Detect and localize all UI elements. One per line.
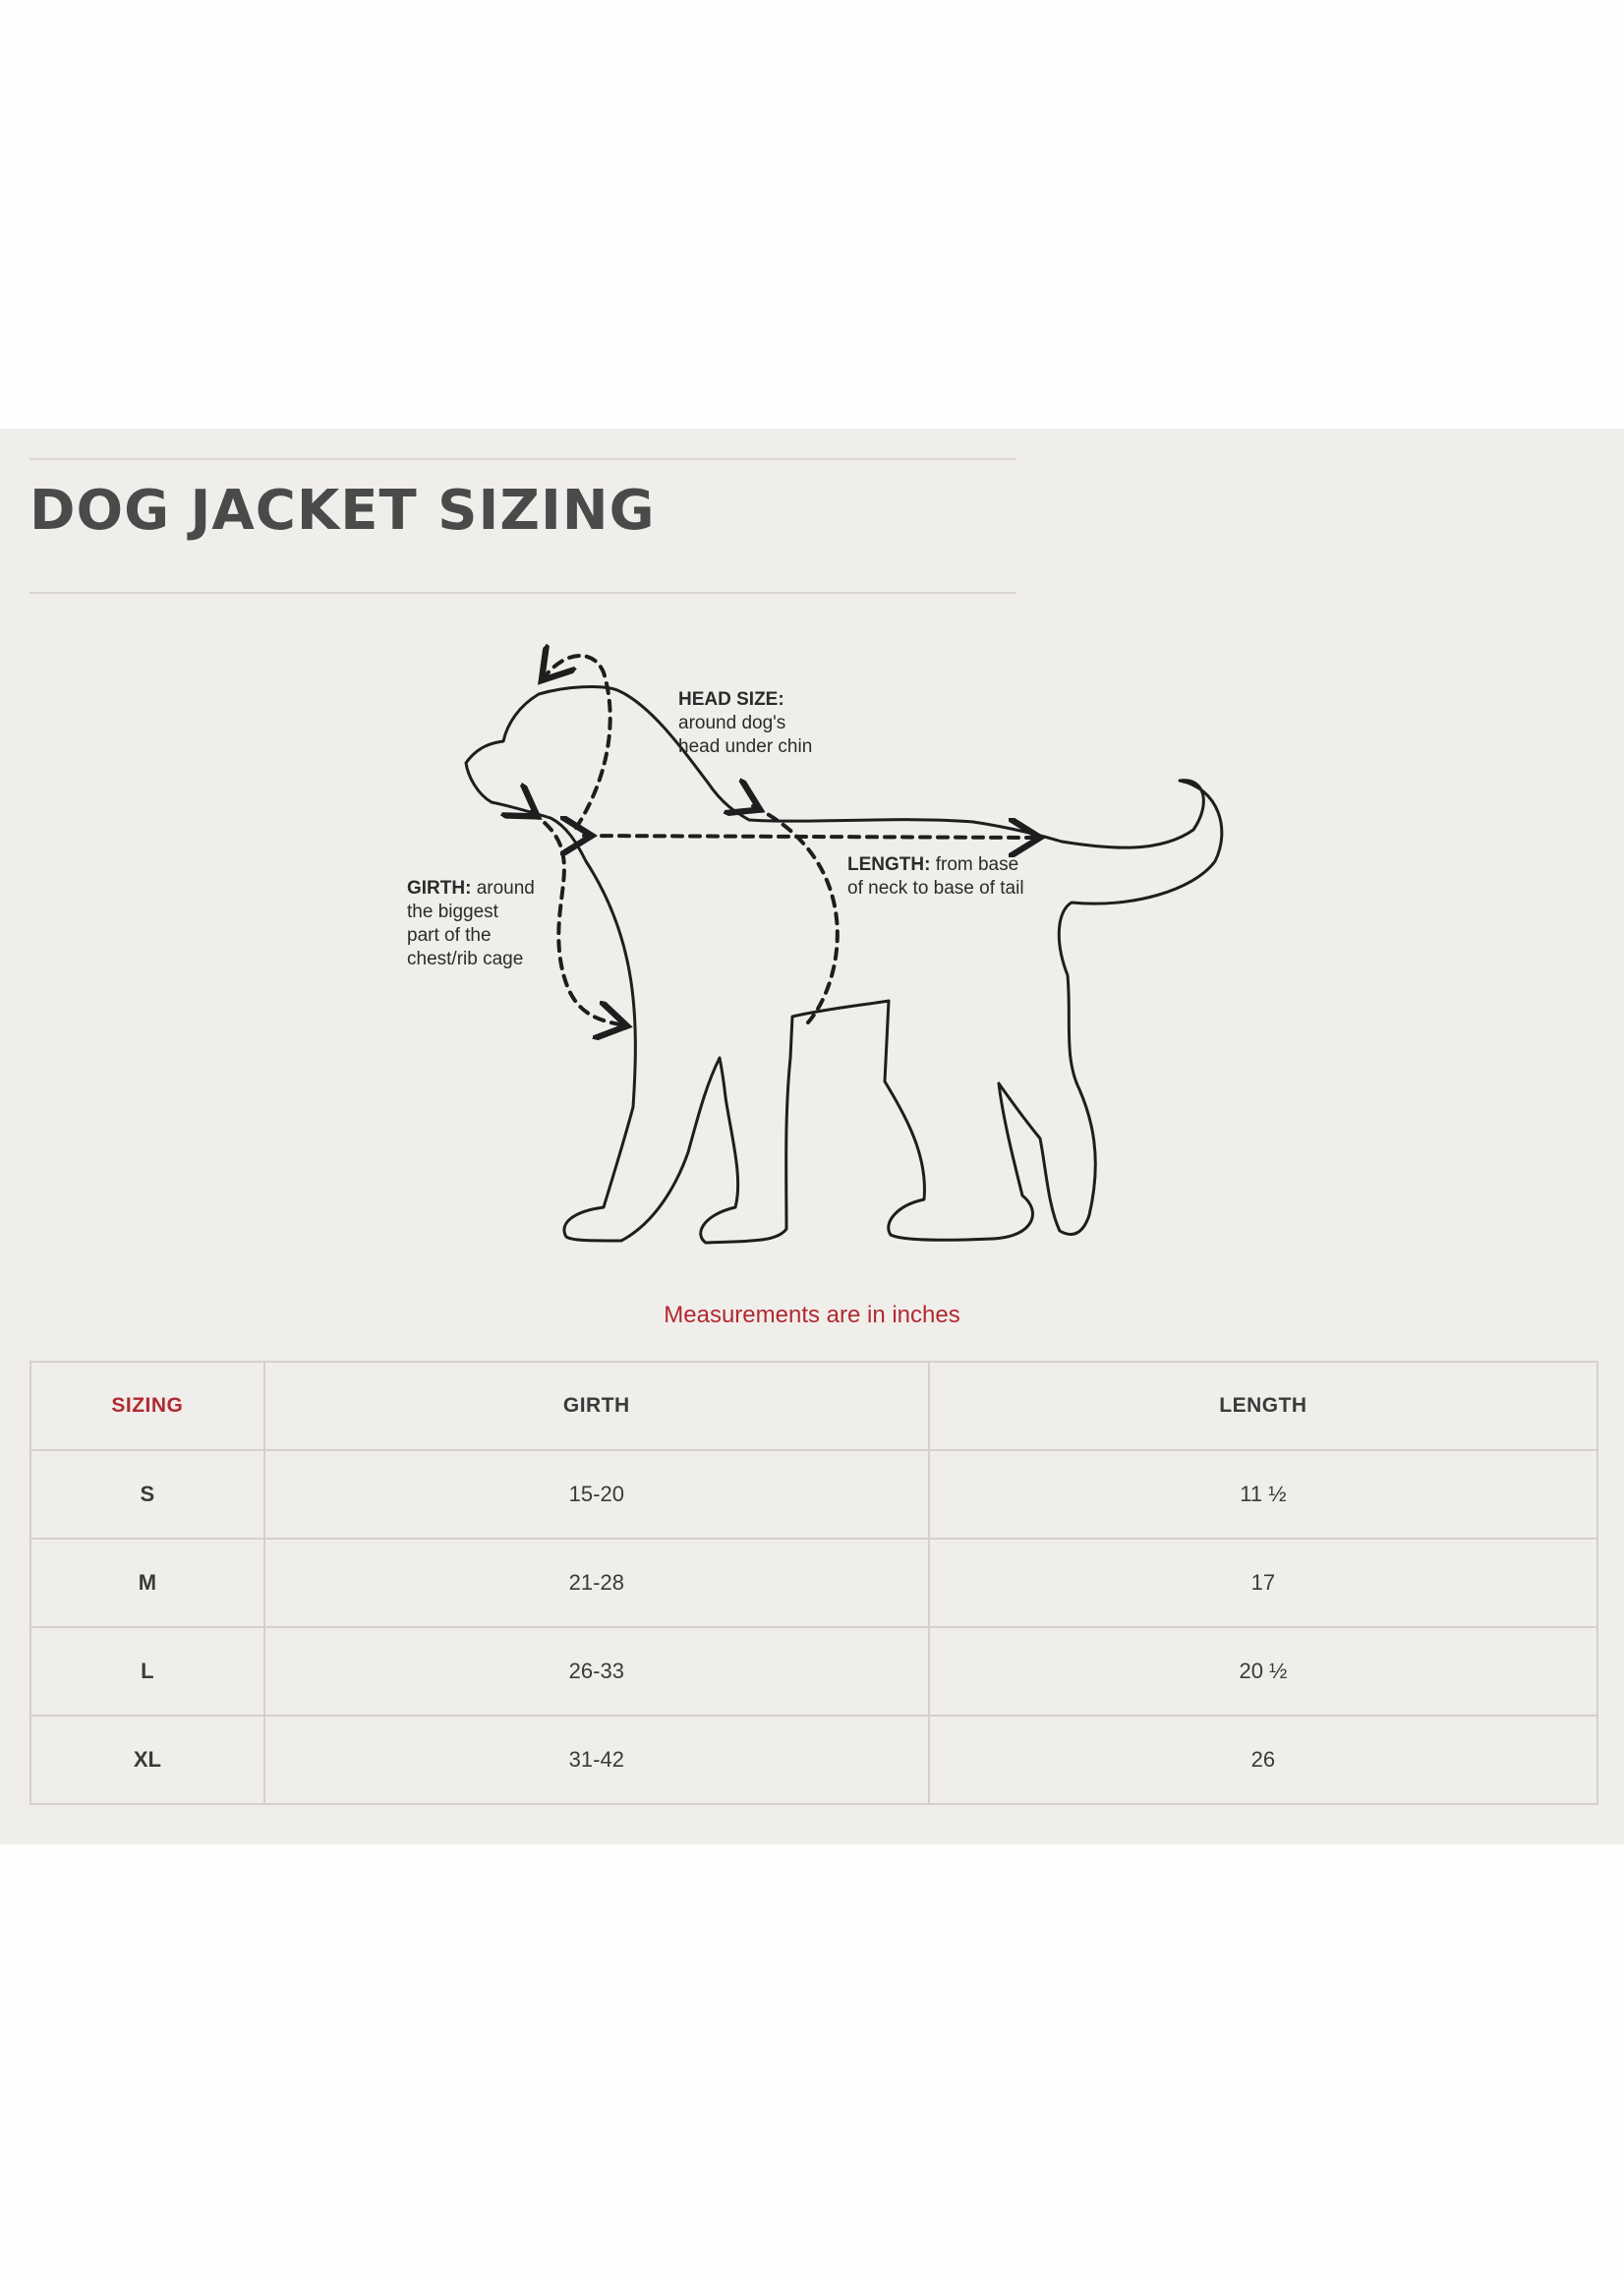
table-row <box>30 1450 1597 1539</box>
girth-cell: 26-33 <box>264 1627 929 1716</box>
size-cell: XL <box>30 1716 264 1804</box>
head-size-line1: around dog's <box>678 713 786 733</box>
sizing-header: SIZING <box>30 1362 264 1450</box>
girth-cell: 21-28 <box>264 1539 929 1627</box>
girth-arrow-back <box>753 806 838 1022</box>
girth-label: GIRTH: <box>407 878 472 899</box>
length-cell: 17 <box>929 1539 1597 1627</box>
girth-header: GIRTH <box>264 1362 929 1450</box>
length-cell: 20 ½ <box>929 1627 1597 1716</box>
head-size-line2: head under chin <box>678 736 813 757</box>
head-size-callout <box>678 688 812 759</box>
length-cell: 26 <box>929 1716 1597 1804</box>
length-callout <box>847 853 1024 901</box>
dog-diagram <box>0 429 1624 1313</box>
length-header: LENGTH <box>929 1362 1597 1450</box>
size-cell: L <box>30 1627 264 1716</box>
head-size-label: HEAD SIZE: <box>678 689 784 710</box>
length-cell: 11 ½ <box>929 1450 1597 1539</box>
girth-line3: part of the <box>407 925 492 946</box>
sizing-panel <box>0 429 1624 1844</box>
size-cell: M <box>30 1539 264 1627</box>
page-title: DOG JACKET SIZING <box>29 479 656 543</box>
table-row <box>30 1627 1597 1716</box>
table-row <box>30 1539 1597 1627</box>
length-line1: from base <box>930 854 1019 875</box>
length-arrow <box>584 836 1032 838</box>
length-line2: of neck to base of tail <box>847 878 1024 899</box>
girth-line4: chest/rib cage <box>407 949 524 969</box>
girth-callout <box>407 877 535 971</box>
girth-cell: 31-42 <box>264 1716 929 1804</box>
size-cell: S <box>30 1450 264 1539</box>
girth-cell: 15-20 <box>264 1450 929 1539</box>
size-table <box>29 1361 1598 1805</box>
head-size-arrow <box>547 656 610 828</box>
girth-line2: the biggest <box>407 902 498 922</box>
table-row <box>30 1716 1597 1804</box>
dog-outline <box>466 687 1222 1243</box>
measurement-note: Measurements are in inches <box>664 1302 960 1328</box>
table-header-row <box>30 1362 1597 1450</box>
girth-line1: around <box>471 878 535 899</box>
length-label: LENGTH: <box>847 854 931 875</box>
